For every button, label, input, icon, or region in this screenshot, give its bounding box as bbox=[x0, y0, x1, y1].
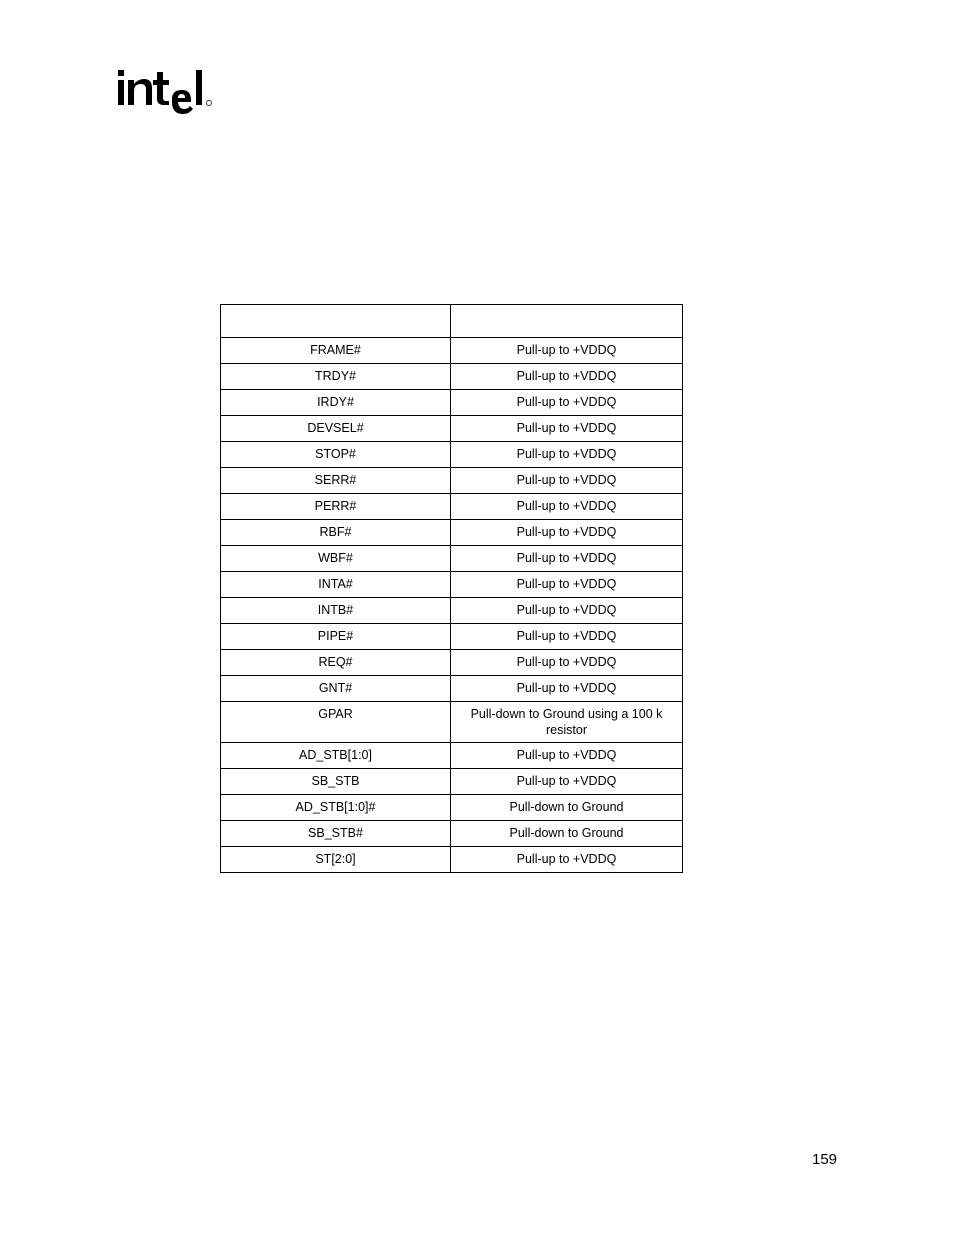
termination-cell: Pull-down to Ground using a 100 k resistor bbox=[451, 702, 683, 743]
termination-table bbox=[220, 304, 683, 873]
termination-cell: Pull-up to +VDDQ bbox=[451, 520, 683, 546]
signal-cell: FRAME# bbox=[221, 338, 451, 364]
table-row bbox=[221, 769, 683, 795]
signal-cell: WBF# bbox=[221, 546, 451, 572]
termination-cell: Pull-up to +VDDQ bbox=[451, 546, 683, 572]
termination-cell: Pull-down to Ground bbox=[451, 795, 683, 821]
table-row bbox=[221, 847, 683, 873]
signal-cell: STOP# bbox=[221, 442, 451, 468]
table-row bbox=[221, 338, 683, 364]
termination-cell: Pull-up to +VDDQ bbox=[451, 338, 683, 364]
signal-cell: RBF# bbox=[221, 520, 451, 546]
termination-cell: Pull-up to +VDDQ bbox=[451, 572, 683, 598]
signal-cell: GNT# bbox=[221, 676, 451, 702]
table-row bbox=[221, 821, 683, 847]
signal-cell: IRDY# bbox=[221, 390, 451, 416]
termination-cell: Pull-up to +VDDQ bbox=[451, 364, 683, 390]
signal-cell: DEVSEL# bbox=[221, 416, 451, 442]
table-row bbox=[221, 494, 683, 520]
table-header-signal bbox=[221, 305, 451, 338]
signal-cell: PIPE# bbox=[221, 624, 451, 650]
table-body bbox=[221, 338, 683, 873]
table-header-termination bbox=[451, 305, 683, 338]
table-header-row bbox=[221, 305, 683, 338]
table-row bbox=[221, 650, 683, 676]
termination-cell: Pull-up to +VDDQ bbox=[451, 468, 683, 494]
signal-cell: SB_STB bbox=[221, 769, 451, 795]
signal-cell: SERR# bbox=[221, 468, 451, 494]
table-row bbox=[221, 624, 683, 650]
termination-cell: Pull-up to +VDDQ bbox=[451, 743, 683, 769]
table-row bbox=[221, 520, 683, 546]
termination-cell: Pull-up to +VDDQ bbox=[451, 494, 683, 520]
termination-cell: Pull-up to +VDDQ bbox=[451, 847, 683, 873]
termination-cell: Pull-up to +VDDQ bbox=[451, 624, 683, 650]
signal-cell: ST[2:0] bbox=[221, 847, 451, 873]
table-row bbox=[221, 743, 683, 769]
termination-cell: Pull-up to +VDDQ bbox=[451, 598, 683, 624]
page-number: 159 bbox=[812, 1151, 838, 1168]
table-row bbox=[221, 416, 683, 442]
signal-cell: INTB# bbox=[221, 598, 451, 624]
termination-cell: Pull-up to +VDDQ bbox=[451, 650, 683, 676]
table-row bbox=[221, 572, 683, 598]
signal-cell: REQ# bbox=[221, 650, 451, 676]
table-row bbox=[221, 598, 683, 624]
table-row bbox=[221, 468, 683, 494]
signal-cell: TRDY# bbox=[221, 364, 451, 390]
table-row bbox=[221, 795, 683, 821]
signal-cell: GPAR bbox=[221, 702, 451, 743]
intel-logo bbox=[116, 62, 216, 122]
signal-cell: INTA# bbox=[221, 572, 451, 598]
table-row bbox=[221, 546, 683, 572]
termination-cell: Pull-up to +VDDQ bbox=[451, 390, 683, 416]
table-row bbox=[221, 702, 683, 743]
table-row bbox=[221, 364, 683, 390]
signal-cell: PERR# bbox=[221, 494, 451, 520]
signal-cell: AD_STB[1:0] bbox=[221, 743, 451, 769]
termination-cell: Pull-down to Ground bbox=[451, 821, 683, 847]
termination-cell: Pull-up to +VDDQ bbox=[451, 769, 683, 795]
table-row bbox=[221, 390, 683, 416]
intel-logo-icon bbox=[116, 62, 216, 122]
table-row bbox=[221, 442, 683, 468]
termination-cell: Pull-up to +VDDQ bbox=[451, 676, 683, 702]
termination-cell: Pull-up to +VDDQ bbox=[451, 416, 683, 442]
signal-cell: SB_STB# bbox=[221, 821, 451, 847]
table-row bbox=[221, 676, 683, 702]
termination-cell: Pull-up to +VDDQ bbox=[451, 442, 683, 468]
signal-cell: AD_STB[1:0]# bbox=[221, 795, 451, 821]
